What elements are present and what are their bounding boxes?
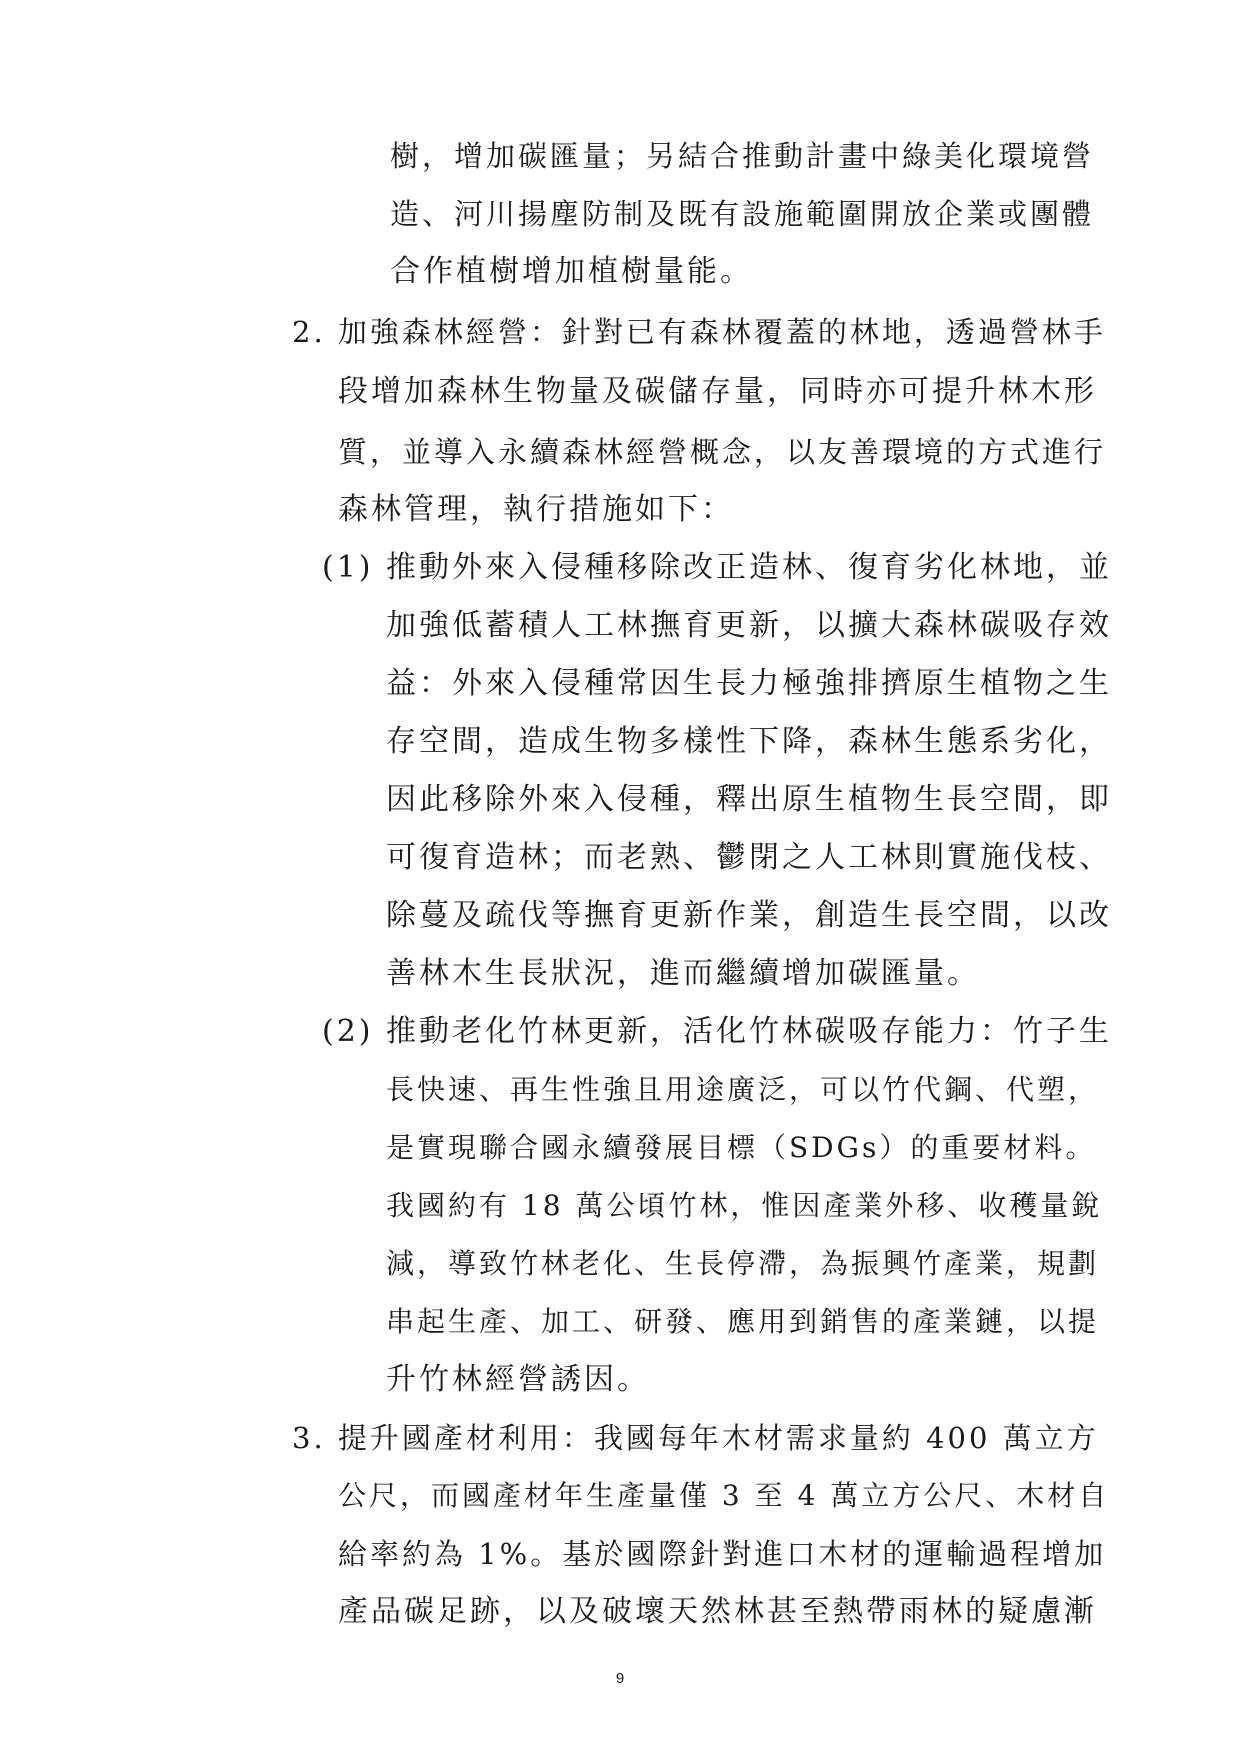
text-line: 合作植樹增加植樹量能。	[390, 254, 753, 289]
text-line: 森林管理，執行措施如下：	[338, 492, 734, 527]
text-line: 除蔓及疏伐等撫育更新作業，創造生長空間，以改	[386, 898, 1112, 933]
text-line: 益：外來入侵種常因生長力極強排擠原生植物之生	[386, 666, 1112, 701]
text-line: 段增加森林生物量及碳儲存量，同時亦可提升林木形	[338, 374, 1097, 409]
sub-item-heading: (2) 推動老化竹林更新，活化竹林碳吸存能力：竹子生	[322, 1014, 1113, 1049]
text-line: 可復育造林；而老熟、鬱閉之人工林則實施伐枝、	[386, 840, 1112, 875]
list-item-heading: 2. 加強森林經營：針對已有森林覆蓋的林地，透過營林手	[292, 315, 1106, 349]
text-line: 給率約為 1%。基於國際針對進口木材的運輸過程增加	[338, 1537, 1107, 1571]
text-line: 造、河川揚塵防制及既有設施範圍開放企業或團體	[390, 197, 1095, 231]
text-line: 串起生產、加工、研發、應用到銷售的產業鏈，以提	[386, 1305, 1100, 1338]
text-line: 我國約有 18 萬公頃竹林，惟因產業外移、收穫量銳	[386, 1189, 1103, 1222]
text-line: 因此移除外來入侵種，釋出原生植物生長空間，即	[386, 782, 1112, 817]
sub-item-heading: (1) 推動外來入侵種移除改正造林、復育劣化林地，並	[322, 550, 1113, 585]
list-item-heading: 3. 提升國產材利用：我國每年木材需求量約 400 萬立方	[292, 1421, 1099, 1455]
text-line: 加強低蓄積人工林撫育更新，以擴大森林碳吸存效	[386, 608, 1112, 643]
text-line: 質，並導入永續森林經營概念，以友善環境的方式進行	[338, 435, 1107, 469]
text-line: 樹，增加碳匯量；另結合推動計畫中綠美化環境營	[390, 139, 1095, 173]
text-line: 長快速、再生性強且用途廣泛，可以竹代鋼、代塑，	[386, 1073, 1100, 1106]
text-line: 存空間，造成生物多樣性下降，森林生態系劣化，	[386, 724, 1112, 759]
text-line: 減，導致竹林老化、生長停滯，為振興竹產業，規劃	[386, 1247, 1100, 1280]
page-number: 9	[615, 1670, 625, 1687]
text-line: 產品碳足跡，以及破壞天然林甚至熱帶雨林的疑慮漸	[338, 1594, 1097, 1629]
text-line: 公尺，而國產材年生產量僅 3 至 4 萬立方公尺、木材自	[338, 1479, 1110, 1512]
text-line: 升竹林經營誘因。	[386, 1362, 650, 1397]
text-line: 是實現聯合國永續發展目標（SDGs）的重要材料。	[386, 1131, 1097, 1164]
text-line: 善林木生長狀況，進而繼續增加碳匯量。	[386, 956, 980, 991]
